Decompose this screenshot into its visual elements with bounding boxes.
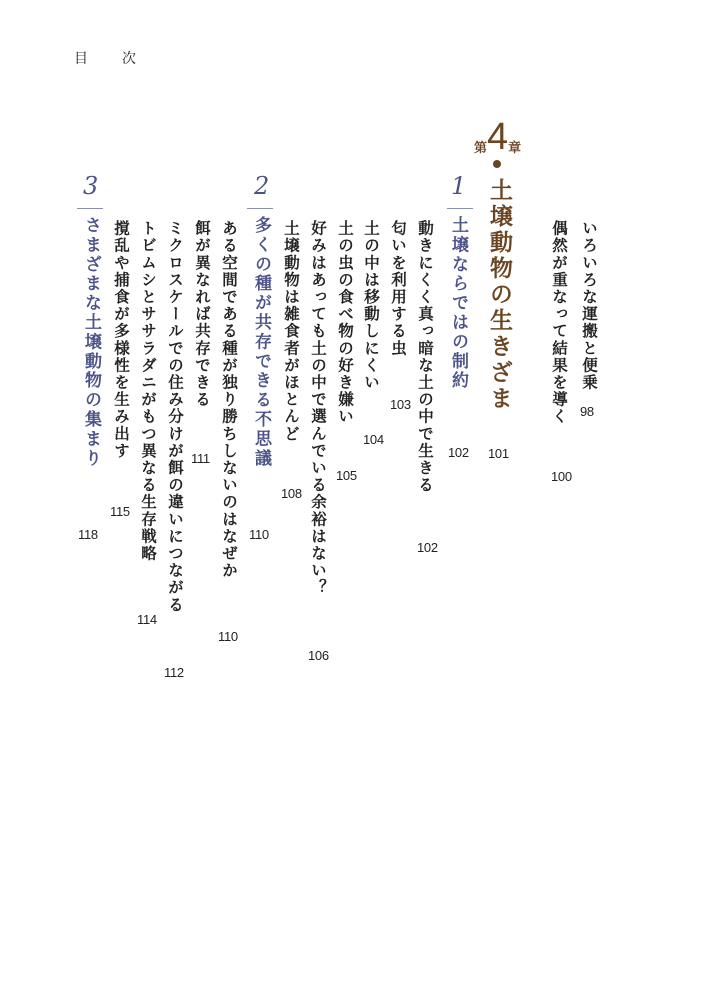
chapter-title[interactable]: 土壌動物の生きざま (486, 178, 512, 412)
chapter-page-number: 101 (488, 446, 509, 461)
section-rule (247, 208, 273, 209)
chapter-prefix: 第 (474, 141, 488, 156)
toc-entry[interactable]: 撹乱や捕食が多様性を生み出す (112, 220, 130, 460)
toc-entry[interactable]: 土の中は移動しにくい (362, 220, 380, 391)
toc-entry[interactable]: 土の虫の食べ物の好き嫌い (336, 220, 354, 426)
toc-entry[interactable]: いろいろな運搬と便乗 (580, 220, 598, 391)
toc-page-number: 111 (191, 451, 210, 466)
running-head: 目 次 (74, 51, 146, 67)
chapter-suffix: 章 (508, 141, 522, 156)
section-rule (447, 208, 473, 209)
toc-page-number: 115 (110, 504, 130, 519)
toc-entry[interactable]: ミクロスケールでの住み分けが餌の違いにつながる (166, 220, 184, 614)
toc-entry[interactable]: 匂いを利用する虫 (389, 220, 407, 357)
toc-page-number: 110 (218, 629, 238, 644)
toc-entry[interactable]: 餌が異なれば共存できる (193, 220, 211, 409)
section-rule (77, 208, 103, 209)
toc-page-number: 103 (390, 397, 411, 412)
chapter-number: 4 (487, 116, 509, 158)
toc-entry[interactable]: 好みはあっても土の中で選んでいる余裕はない？ (309, 220, 327, 597)
toc-page-number: 98 (580, 404, 594, 419)
section-title[interactable]: さまざまな土壌動物の集まり (81, 216, 101, 469)
toc-page-number: 104 (363, 432, 384, 447)
toc-entry[interactable]: 動きにくく真っ暗な土の中で生きる (416, 220, 434, 494)
chapter-label (474, 118, 521, 156)
section-page-number: 102 (448, 445, 469, 460)
toc-entry[interactable]: ある空間である種が独り勝ちしないのはなぜか (220, 220, 238, 580)
toc-page-number: 105 (336, 468, 357, 483)
section-title[interactable]: 土壌ならではの制約 (448, 216, 468, 391)
toc-page-number: 112 (164, 665, 184, 680)
section-page-number: 118 (78, 527, 98, 542)
chapter-bullet-icon (493, 160, 501, 168)
toc-page-number: 100 (551, 469, 572, 484)
toc-page-number: 108 (281, 486, 302, 501)
toc-page-number: 102 (417, 540, 438, 555)
toc-entry[interactable]: トビムシとササラダニがもつ異なる生存戦略 (139, 220, 157, 562)
toc-entry[interactable]: 偶然が重なって結果を導く (550, 220, 568, 426)
section-number: 3 (83, 172, 99, 200)
toc-page-number: 114 (137, 612, 157, 627)
toc-entry[interactable]: 土壌動物は雑食者がほとんど (282, 220, 300, 443)
section-number: 2 (254, 172, 270, 200)
section-title[interactable]: 多くの種が共存できる不思議 (251, 216, 271, 469)
section-number: 1 (451, 172, 467, 200)
toc-page-number: 106 (308, 648, 329, 663)
section-page-number: 110 (249, 527, 269, 542)
